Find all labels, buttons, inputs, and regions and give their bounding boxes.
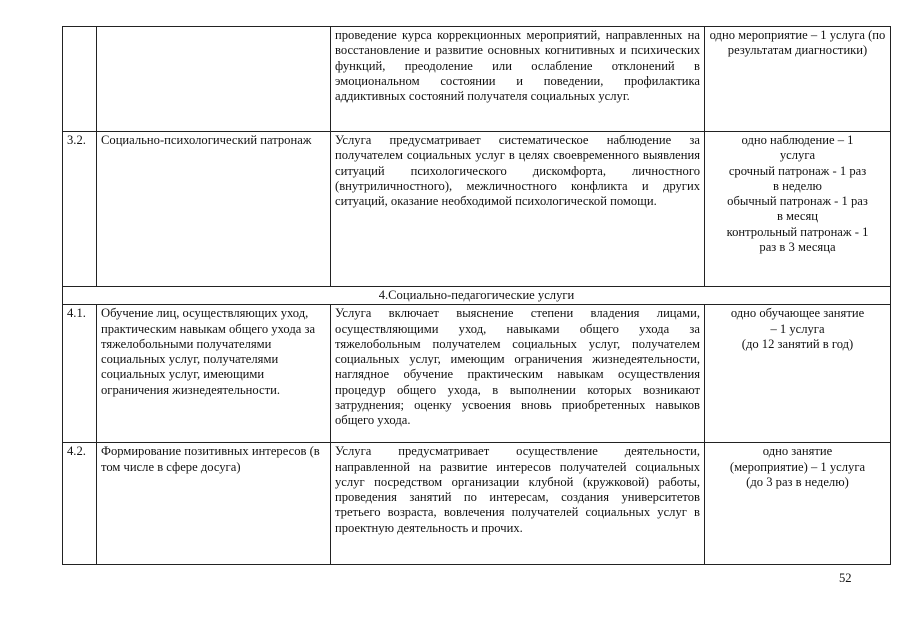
volume-line: одно обучающее занятие [730, 306, 865, 321]
table-row [63, 305, 891, 443]
row-number: 4.2. [63, 443, 97, 565]
service-description: Услуга предусматривает систематическое наблюдение за получателем социальных услуг в целях своевременного выявления ситуаций психологического дискомфорта, личностного (внутриличностного), межличностного конфликта и других ситуаций, оказание необходимой психологической помощи. [331, 132, 705, 287]
volume-line: услуга [779, 148, 816, 163]
service-volume [705, 443, 891, 565]
service-name: Социально-психологический патронаж [97, 132, 331, 287]
volume-line: одно занятие [762, 444, 833, 459]
row-number: 3.2. [63, 132, 97, 287]
table-row [63, 443, 891, 565]
volume-line: (мероприятие) – 1 услуга [729, 459, 866, 474]
section-header-row [63, 287, 891, 305]
volume-line: в месяц [776, 209, 819, 224]
service-name: Формирование позитивных интересов (в том числе в сфере досуга) [97, 443, 331, 565]
volume-line: одно наблюдение – 1 [741, 133, 854, 147]
service-volume: одно мероприятие – 1 услуга (по результатам диагностики) [705, 27, 891, 132]
row-number [63, 27, 97, 132]
service-description: проведение курса коррекционных мероприятий, направленных на восстановление и развитие основных когнитивных и психических функций, преодоление или ослабление отклонений в эмоциональном состоянии и поведении, профилактика аддиктивных состояний получателя социальных услуг. [331, 27, 705, 132]
service-name: Обучение лиц, осуществляющих уход, практическим навыкам общего ухода за тяжелобольными получателями социальных услуг, получателями социальных услуг, имеющими ограничения жизнедеятельности. [97, 305, 331, 443]
volume-line: контрольный патронаж - 1 [726, 224, 869, 239]
row-number: 4.1. [63, 305, 97, 443]
services-table [62, 26, 891, 565]
service-description: Услуга включает выяснение степени владения лицами, осуществляющими уход, навыками общего ухода за тяжелобольным получателем социальных услуг, получателем социальных услуг, имеющим ограничения жизнедеятельности, наглядное обучение практическим навыкам осуществления процедур общего ухода, в выполнении которых возникают затруднения; оценку усвоения вновь приобретенных навыков общего ухода. [331, 305, 705, 443]
service-description: Услуга предусматривает осуществление деятельности, направленной на развитие интересов получателей социальных услуг посредством организации клубной (кружковой) работы, проведения занятий по интересам, создания университетов третьего возраста, вовлечения получателей социальных услуг в проектную деятельность и прочих. [331, 443, 705, 565]
volume-line: – 1 услуга [770, 321, 825, 336]
service-volume [705, 132, 891, 287]
table-row [63, 27, 891, 132]
page-number: 52 [839, 571, 852, 585]
volume-line: срочный патронаж - 1 раз [728, 163, 867, 178]
volume-line: обычный патронаж - 1 раз [727, 194, 868, 209]
volume-line: (до 3 раз в неделю) [746, 474, 849, 489]
table-row [63, 132, 891, 287]
service-volume [705, 305, 891, 443]
section-title: 4.Социально-педагогические услуги [63, 287, 891, 305]
service-name [97, 27, 331, 132]
volume-line: раз в 3 месяца [759, 240, 836, 255]
volume-line: (до 12 занятий в год) [741, 336, 854, 351]
volume-line: в неделю [773, 178, 822, 193]
